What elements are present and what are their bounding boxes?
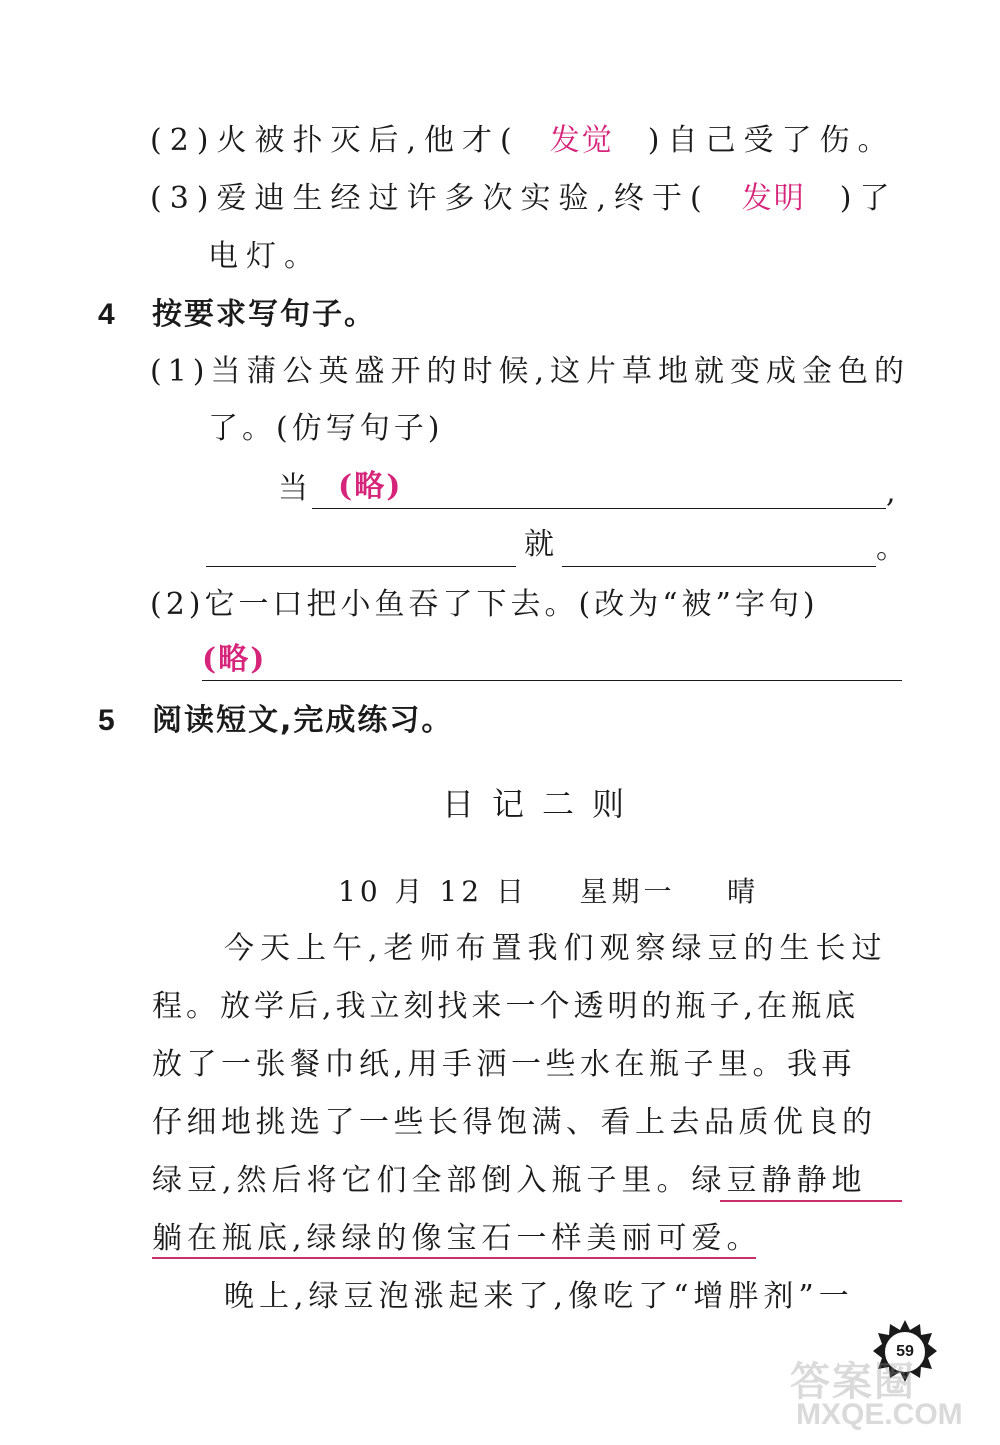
q4-item-1-line-1: (1)当蒲公英盛开的时候,这片草地就变成金色的: [150, 354, 911, 389]
underline-segment-2: [152, 1257, 756, 1259]
q3-item-3-continuation: 电灯。: [208, 239, 322, 274]
page-number: 59: [884, 1331, 926, 1373]
passage-line-5: [152, 1163, 867, 1198]
q4-item-2-line: (2)它一口把小鱼吞了下去。(改为“被”字句): [150, 587, 819, 622]
passage-line-5-plain: 绿豆,然后将它们全部倒入瓶子里。: [152, 1163, 692, 1198]
q4-fill-end: 。: [876, 531, 914, 566]
passage-line-3: 放了一张餐巾纸,用手洒一些水在瓶子里。我再: [152, 1047, 857, 1082]
q3-item-3: [150, 181, 898, 216]
q3-item-3-prefix: (3)爱迪生经过许多次实验,终于(: [150, 181, 710, 216]
passage-title: 日记二则: [442, 785, 643, 823]
q5-heading: 阅读短文,完成练习。: [152, 703, 454, 738]
passage-line-7: 晚上,绿豆泡涨起来了,像吃了“增胖剂”一: [224, 1279, 854, 1314]
q4-fill-comma: ,: [886, 475, 904, 510]
q4-fill-prefix: 当: [278, 471, 316, 506]
q4-fill-answer: (略): [338, 469, 403, 504]
q3-item-2-prefix: (2)火被扑灭后,他才(: [150, 123, 520, 158]
passage-line-4: 仔细地挑选了一些长得饱满、看上去品质优良的: [152, 1105, 877, 1140]
q4-fill-blank-3: [562, 566, 876, 567]
q4-fill-blank-1: [312, 508, 886, 509]
q4-item-2-blank: [202, 680, 902, 681]
passage-date: 10 月 12 日 星期一 晴: [338, 875, 760, 908]
passage-line-2: 程。放学后,我立刻找来一个透明的瓶子,在瓶底: [152, 989, 860, 1024]
q4-item-2-answer: (略): [202, 642, 267, 677]
passage-line-5-underlined: 绿豆静静地: [691, 1163, 867, 1198]
q3-item-2-suffix: )自己受了伤。: [647, 123, 896, 158]
q3-item-3-suffix: )了: [839, 181, 898, 216]
q5-number: 5: [98, 704, 115, 737]
watermark-logo: 答案圈: [790, 1359, 916, 1405]
q4-number: 4: [98, 298, 115, 331]
q4-item-1-line-2: 了。(仿写句子): [208, 411, 444, 446]
watermark-url: MXQE.COM: [796, 1398, 963, 1431]
q4-fill-blank-2: [206, 566, 516, 567]
q3-item-2-answer: 发觉: [549, 123, 614, 158]
passage-line-1: 今天上午,老师布置我们观察绿豆的生长过: [224, 931, 888, 966]
q3-item-3-answer: 发明: [741, 181, 806, 216]
passage-line-6: 躺在瓶底,绿绿的像宝石一样美丽可爱。: [152, 1221, 762, 1256]
q3-item-2: [150, 123, 896, 158]
q4-fill-middle: 就: [524, 527, 562, 562]
q4-heading: 按要求写句子。: [152, 297, 376, 332]
underline-segment-1: [720, 1200, 902, 1202]
